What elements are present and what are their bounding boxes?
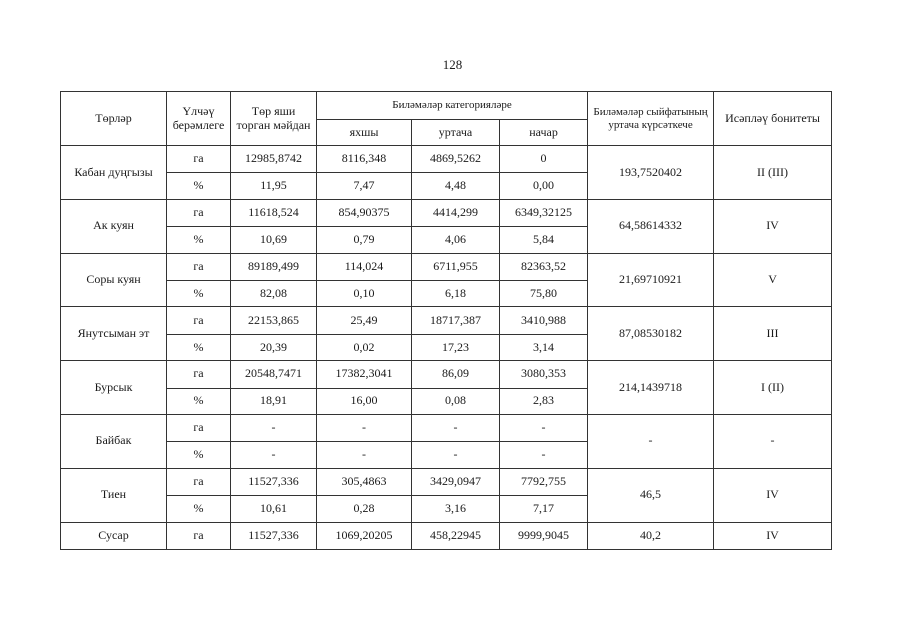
table-row: [61, 522, 832, 549]
value-cell-area: 89189,499: [231, 253, 317, 280]
species-name: Тиен: [61, 468, 167, 522]
species-name: Соры куян: [61, 253, 167, 307]
unit-cell: %: [167, 442, 231, 468]
value-cell-good: 854,90375: [317, 199, 412, 226]
bonitet-cell: I (II): [714, 361, 832, 415]
value-cell-medium: 4,48: [412, 173, 500, 199]
unit-cell: га: [167, 522, 231, 549]
unit-cell: га: [167, 146, 231, 173]
table-row: [61, 414, 832, 441]
value-cell-good: 7,47: [317, 173, 412, 199]
species-name: Ак куян: [61, 199, 167, 253]
avg-quality-cell: 21,69710921: [588, 253, 714, 307]
header-category-poor: начар: [500, 120, 588, 146]
value-cell-poor: 3410,988: [500, 307, 588, 334]
value-cell-area: 22153,865: [231, 307, 317, 334]
header-total-area: Төр яши торган мәйдан: [231, 92, 317, 146]
bonitet-cell: -: [714, 414, 832, 468]
value-cell-good: 305,4863: [317, 468, 412, 495]
header-category-medium: уртача: [412, 120, 500, 146]
bonitet-cell: III: [714, 307, 832, 361]
value-cell-area: 10,69: [231, 227, 317, 253]
page-number: 128: [442, 57, 463, 72]
value-cell-poor: 82363,52: [500, 253, 588, 280]
avg-quality-cell: -: [588, 414, 714, 468]
value-cell-medium: 4,06: [412, 227, 500, 253]
avg-quality-cell: 46,5: [588, 468, 714, 522]
value-cell-poor: 5,84: [500, 227, 588, 253]
value-cell-medium: 6711,955: [412, 253, 500, 280]
value-cell-good: 0,28: [317, 496, 412, 522]
bonitet-cell: IV: [714, 522, 832, 549]
value-cell-area: 11527,336: [231, 522, 317, 549]
table-row: [61, 199, 832, 226]
value-cell-poor: 7792,755: [500, 468, 588, 495]
value-cell-poor: -: [500, 442, 588, 468]
avg-quality-cell: 214,1439718: [588, 361, 714, 415]
value-cell-area: 11618,524: [231, 199, 317, 226]
header-bonitet: Исәпләү бонитеты: [714, 92, 832, 146]
unit-cell: га: [167, 414, 231, 441]
value-cell-good: 8116,348: [317, 146, 412, 173]
species-name: Сусар: [61, 522, 167, 549]
table-row: [61, 361, 832, 388]
value-cell-good: 0,02: [317, 334, 412, 360]
header-species: Төрләр: [61, 92, 167, 146]
value-cell-good: 25,49: [317, 307, 412, 334]
value-cell-poor: -: [500, 414, 588, 441]
unit-cell: га: [167, 199, 231, 226]
species-name: Кабан дуңгызы: [61, 146, 167, 200]
value-cell-good: 0,10: [317, 281, 412, 307]
avg-quality-cell: 193,7520402: [588, 146, 714, 200]
unit-cell: %: [167, 388, 231, 414]
unit-cell: га: [167, 361, 231, 388]
value-cell-medium: 6,18: [412, 281, 500, 307]
value-cell-medium: -: [412, 414, 500, 441]
value-cell-medium: 458,22945: [412, 522, 500, 549]
table-row: [61, 307, 832, 334]
header-avg-quality: Биләмәләр сыйфатының уртача күрсәткече: [588, 92, 714, 146]
unit-cell: га: [167, 307, 231, 334]
value-cell-poor: 0,00: [500, 173, 588, 199]
avg-quality-cell: 40,2: [588, 522, 714, 549]
value-cell-area: 20548,7471: [231, 361, 317, 388]
bonitet-cell: IV: [714, 468, 832, 522]
value-cell-poor: 75,80: [500, 281, 588, 307]
unit-cell: %: [167, 281, 231, 307]
header-categories-group: Биләмәләр категорияләре: [317, 92, 588, 120]
value-cell-area: 18,91: [231, 388, 317, 414]
header-category-good: яхшы: [317, 120, 412, 146]
value-cell-good: -: [317, 414, 412, 441]
unit-cell: %: [167, 334, 231, 360]
value-cell-area: -: [231, 414, 317, 441]
value-cell-good: 17382,3041: [317, 361, 412, 388]
value-cell-area: 11,95: [231, 173, 317, 199]
header-unit: Үлчәү берәмлеге: [167, 92, 231, 146]
value-cell-area: 10,61: [231, 496, 317, 522]
species-habitat-table: [60, 91, 832, 550]
value-cell-area: 12985,8742: [231, 146, 317, 173]
table-row: [61, 253, 832, 280]
value-cell-poor: 3080,353: [500, 361, 588, 388]
bonitet-cell: V: [714, 253, 832, 307]
value-cell-good: -: [317, 442, 412, 468]
value-cell-poor: 2,83: [500, 388, 588, 414]
bonitet-cell: II (III): [714, 146, 832, 200]
value-cell-area: 82,08: [231, 281, 317, 307]
value-cell-medium: 17,23: [412, 334, 500, 360]
value-cell-good: 1069,20205: [317, 522, 412, 549]
table-row: [61, 146, 832, 173]
unit-cell: %: [167, 227, 231, 253]
value-cell-good: 16,00: [317, 388, 412, 414]
unit-cell: %: [167, 496, 231, 522]
avg-quality-cell: 87,08530182: [588, 307, 714, 361]
value-cell-medium: 4869,5262: [412, 146, 500, 173]
value-cell-poor: 0: [500, 146, 588, 173]
value-cell-good: 114,024: [317, 253, 412, 280]
species-name: Янутсыман эт: [61, 307, 167, 361]
value-cell-medium: 3,16: [412, 496, 500, 522]
value-cell-medium: 0,08: [412, 388, 500, 414]
value-cell-poor: 3,14: [500, 334, 588, 360]
value-cell-area: 20,39: [231, 334, 317, 360]
value-cell-poor: 6349,32125: [500, 199, 588, 226]
unit-cell: га: [167, 253, 231, 280]
value-cell-poor: 7,17: [500, 496, 588, 522]
value-cell-medium: 3429,0947: [412, 468, 500, 495]
avg-quality-cell: 64,58614332: [588, 199, 714, 253]
unit-cell: %: [167, 173, 231, 199]
species-name: Байбак: [61, 414, 167, 468]
value-cell-medium: -: [412, 442, 500, 468]
table-row: [61, 468, 832, 495]
species-name: Бурсык: [61, 361, 167, 415]
value-cell-poor: 9999,9045: [500, 522, 588, 549]
value-cell-medium: 4414,299: [412, 199, 500, 226]
value-cell-area: 11527,336: [231, 468, 317, 495]
unit-cell: га: [167, 468, 231, 495]
value-cell-good: 0,79: [317, 227, 412, 253]
value-cell-area: -: [231, 442, 317, 468]
value-cell-medium: 86,09: [412, 361, 500, 388]
bonitet-cell: IV: [714, 199, 832, 253]
value-cell-medium: 18717,387: [412, 307, 500, 334]
